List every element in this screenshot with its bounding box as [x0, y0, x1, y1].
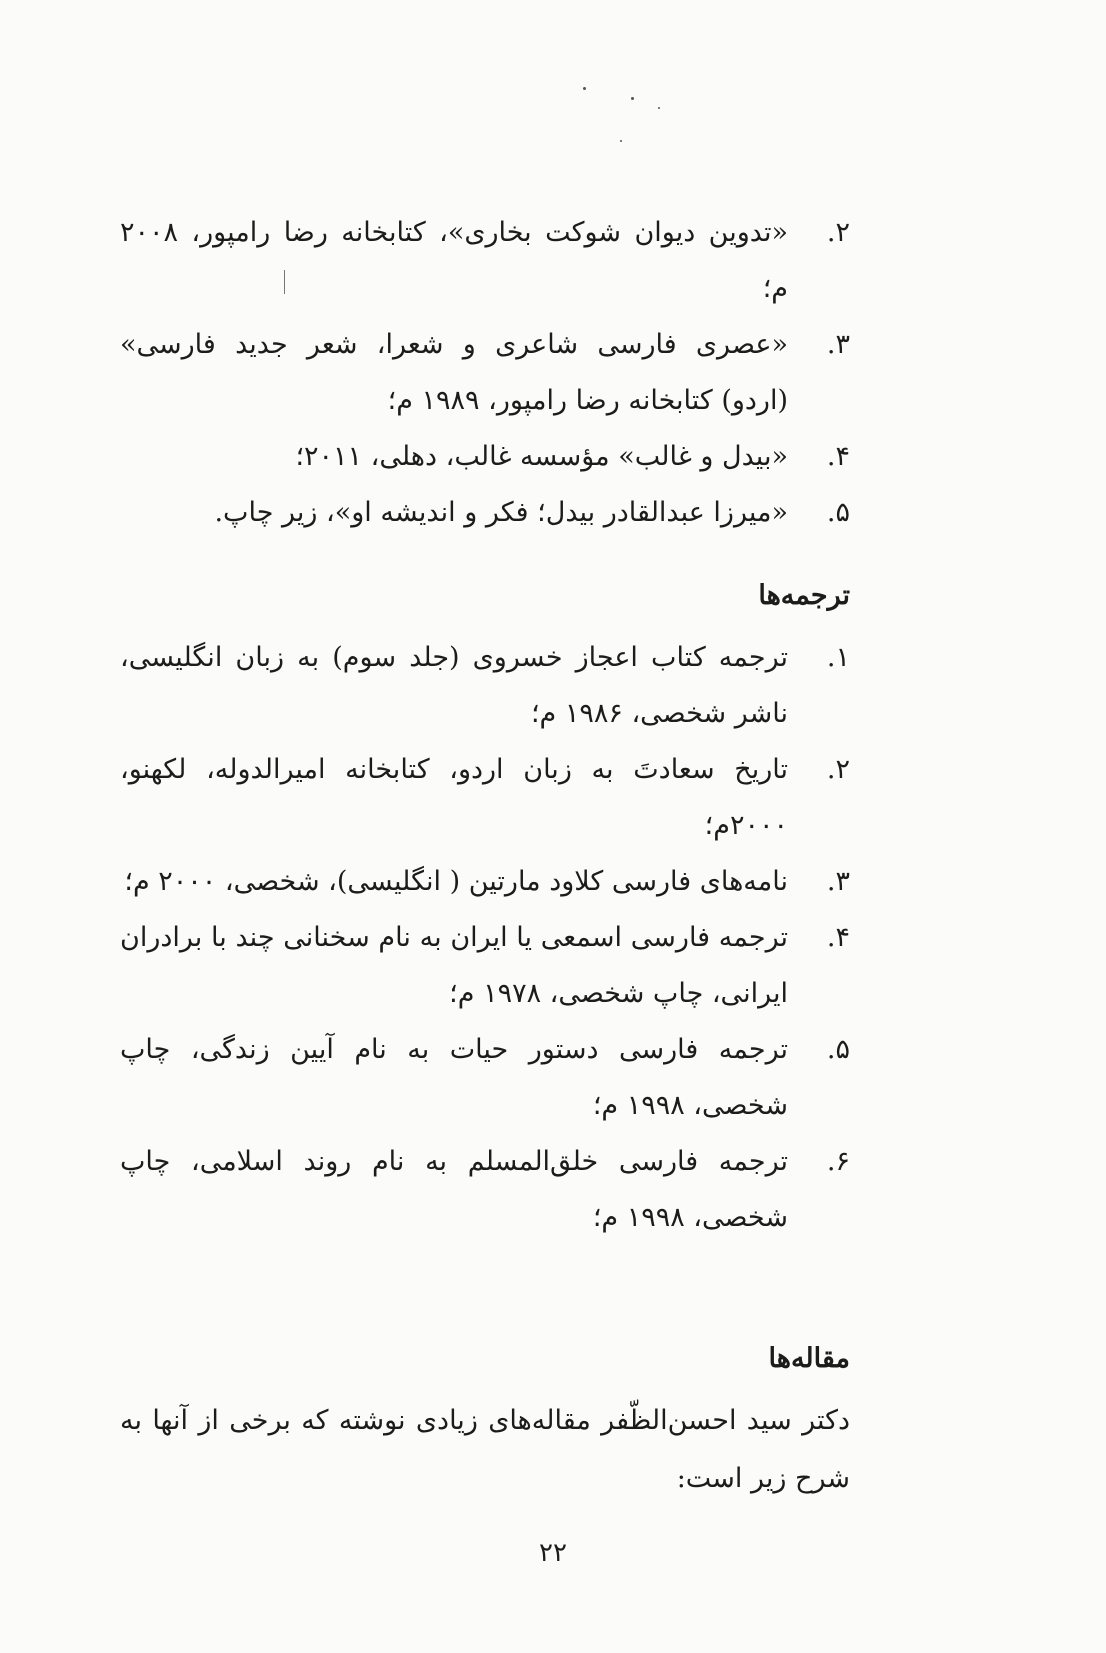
page-number: ۲۲ [539, 1538, 567, 1568]
list-item [120, 630, 850, 742]
list-item [120, 854, 850, 910]
list-item-number: ۶. [826, 1146, 850, 1177]
list-item [120, 485, 850, 541]
list-item [120, 1022, 850, 1134]
list-item [120, 429, 850, 485]
list-item-text: «بیدل و غالب» مؤسسه غالب، دهلی، ۲۰۱۱؛ [295, 441, 788, 472]
list-item-number: ۴. [826, 922, 850, 953]
list-item-text: «میرزا عبدالقادر بیدل؛ فکر و اندیشه او»، زیر چاپ. [214, 497, 788, 528]
scan-speck [658, 107, 660, 109]
list-item-text: ترجمه فارسی دستور حیات به نام آیین زندگی، چاپ شخصی، ۱۹۹۸ م؛ [120, 1034, 788, 1121]
list-item-text: «عصری فارسی شاعری و شعرا، شعر جدید فارسی» (اردو) کتابخانه رضا رامپور، ۱۹۸۹ م؛ [120, 329, 788, 416]
list-item-number: ۲. [826, 754, 850, 785]
list-item-number: ۲. [826, 217, 850, 248]
translations-list [120, 630, 850, 1246]
scan-speck [583, 87, 586, 90]
articles-paragraph: دکتر سید احسن‌الظّفر مقاله‌های زیادی نوشته که برخی از آنها به شرح زیر است: [120, 1405, 850, 1494]
articles-heading: مقاله‌ها [768, 1343, 850, 1374]
list-item [120, 317, 850, 429]
list-item-text: «تدوین دیوان شوکت بخاری»، کتابخانه رضا رامپور، ۲۰۰۸ م؛ [120, 217, 788, 304]
list-item [120, 205, 850, 317]
scan-speck [631, 97, 634, 100]
list-item-number: ۳. [826, 329, 850, 360]
list-item-text: تاریخ سعادتَ به زبان اردو، کتابخانه امیرالدوله، لکهنو، ۲۰۰۰م؛ [120, 754, 788, 841]
list-item [120, 1134, 850, 1246]
list-item-number: ۵. [826, 497, 850, 528]
books-list [120, 205, 850, 541]
scan-speck [620, 140, 622, 142]
list-item [120, 742, 850, 854]
list-item-number: ۴. [826, 441, 850, 472]
list-item-number: ۵. [826, 1034, 850, 1065]
list-item-text: ترجمه فارسی اسمعی یا ایران به نام سخنانی چند با برادران ایرانی، چاپ شخصی، ۱۹۷۸ م؛ [120, 922, 788, 1009]
list-item-text: نامه‌های فارسی کلاود مارتین ( انگلیسی)، شخصی، ۲۰۰۰ م؛ [124, 866, 788, 897]
list-item [120, 910, 850, 1022]
list-item-number: ۱. [826, 642, 850, 673]
list-item-number: ۳. [826, 866, 850, 897]
list-item-text: ترجمه کتاب اعجاز خسروی (جلد سوم) به زبان انگلیسی، ناشر شخصی، ۱۹۸۶ م؛ [120, 642, 788, 729]
translations-heading: ترجمه‌ها [758, 580, 850, 611]
list-item-text: ترجمه فارسی خلق‌المسلم به نام روند اسلامی، چاپ شخصی، ۱۹۹۸ م؛ [120, 1146, 788, 1233]
